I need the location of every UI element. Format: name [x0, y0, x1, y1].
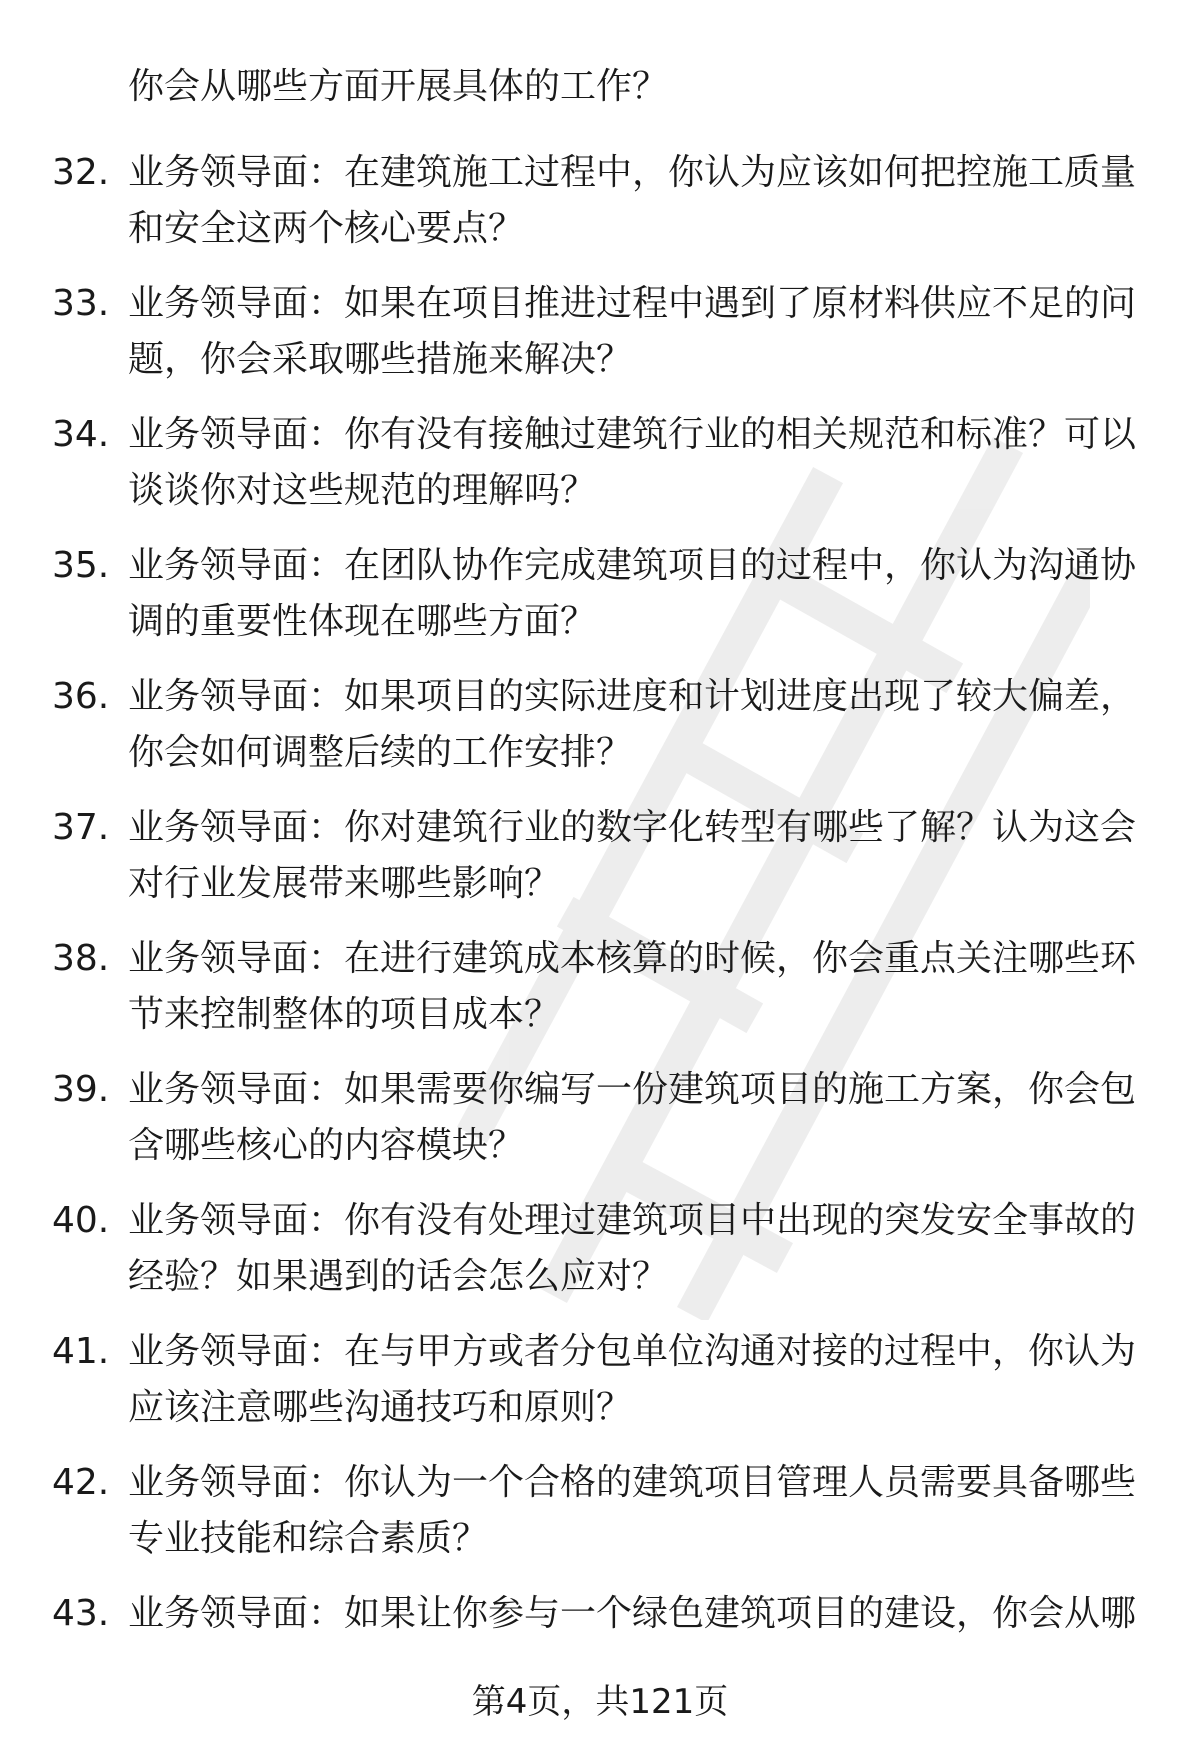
question-text [128, 800, 1138, 912]
question-line: 业务领导面：在团队协作完成建筑项目的过程中，你认为沟通协 [128, 545, 1137, 586]
question-line: 业务领导面：在建筑施工过程中，你认为应该如何把控施工质量 [128, 152, 1137, 193]
page-footer: 第4页，共121页 [471, 1682, 729, 1722]
question-number: 32. [52, 152, 110, 193]
question-line: 题，你会采取哪些措施来解决？ [128, 339, 633, 380]
question-item [0, 407, 1200, 538]
question-line: 经验？如果遇到的话会怎么应对？ [128, 1256, 669, 1297]
question-text [128, 276, 1138, 388]
question-text [128, 1193, 1138, 1305]
question-item [0, 1193, 1200, 1324]
question-line: 和安全这两个核心要点？ [128, 208, 525, 249]
question-line: 业务领导面：如果在项目推进过程中遇到了原材料供应不足的问 [128, 283, 1137, 324]
question-item [0, 1062, 1200, 1193]
question-line: 调的重要性体现在哪些方面？ [128, 601, 597, 642]
question-number: 35. [52, 545, 110, 586]
question-number: 41. [52, 1331, 110, 1372]
question-text [128, 931, 1138, 1043]
question-line: 业务领导面：你认为一个合格的建筑项目管理人员需要具备哪些 [128, 1462, 1137, 1503]
question-number: 39. [52, 1069, 110, 1110]
question-number: 40. [52, 1200, 110, 1241]
question-text [128, 1324, 1138, 1436]
question-item [0, 538, 1200, 669]
question-line: 含哪些核心的内容模块？ [128, 1125, 525, 1166]
question-number: 34. [52, 414, 110, 455]
question-line: 业务领导面：在与甲方或者分包单位沟通对接的过程中，你认为 [128, 1331, 1137, 1372]
question-number: 37. [52, 807, 110, 848]
question-item [0, 931, 1200, 1062]
question-line: 业务领导面：如果需要你编写一份建筑项目的施工方案，你会包 [128, 1069, 1137, 1110]
question-item [0, 800, 1200, 931]
question-item [0, 145, 1200, 276]
question-text [128, 145, 1138, 257]
question-line: 节来控制整体的项目成本？ [128, 994, 561, 1035]
question-number: 36. [52, 676, 110, 717]
question-text [128, 407, 1138, 519]
question-item [0, 1455, 1200, 1586]
question-number: 43. [52, 1593, 110, 1634]
question-line: 谈谈你对这些规范的理解吗？ [128, 470, 597, 511]
question-line: 业务领导面：你对建筑行业的数字化转型有哪些了解？认为这会 [128, 807, 1137, 848]
question-text [128, 538, 1138, 650]
question-line: 你会如何调整后续的工作安排？ [128, 732, 633, 773]
question-number: 33. [52, 283, 110, 324]
question-line: 业务领导面：在进行建筑成本核算的时候，你会重点关注哪些环 [128, 938, 1137, 979]
question-number: 38. [52, 938, 110, 979]
question-line: 对行业发展带来哪些影响？ [128, 863, 561, 904]
question-text [128, 1455, 1138, 1567]
question-text [128, 669, 1138, 781]
question-line: 业务领导面：如果让你参与一个绿色建筑项目的建设，你会从哪 [128, 1593, 1137, 1634]
continuation-text: 你会从哪些方面开展具体的工作？ [128, 66, 669, 107]
question-item [0, 669, 1200, 800]
question-text [128, 1586, 1138, 1642]
question-text [128, 1062, 1138, 1174]
question-line: 专业技能和综合素质？ [128, 1518, 489, 1559]
question-number: 42. [52, 1462, 110, 1503]
question-item [0, 1324, 1200, 1455]
question-line: 业务领导面：你有没有接触过建筑行业的相关规范和标准？可以 [128, 414, 1137, 455]
question-item [0, 276, 1200, 407]
question-line: 业务领导面：如果项目的实际进度和计划进度出现了较大偏差， [128, 676, 1137, 717]
question-line: 业务领导面：你有没有处理过建筑项目中出现的突发安全事故的 [128, 1200, 1137, 1241]
question-line: 应该注意哪些沟通技巧和原则？ [128, 1387, 633, 1428]
question-list [0, 145, 1200, 1717]
